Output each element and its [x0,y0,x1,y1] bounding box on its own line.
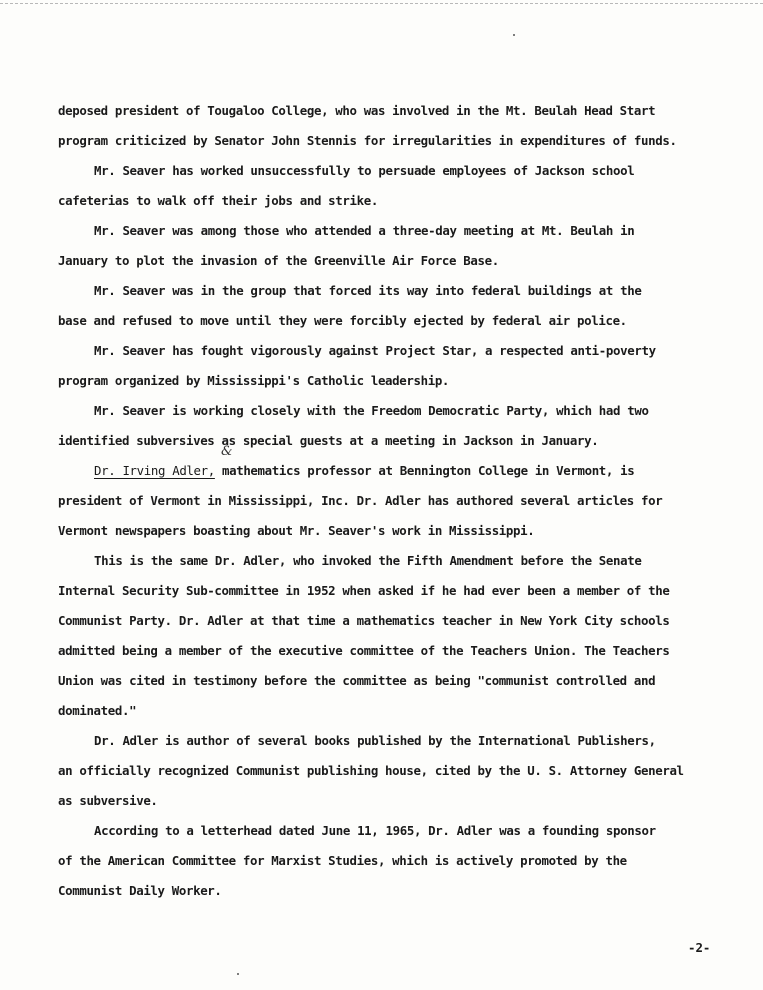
line-text: Dr. Adler is author of several books published by the International Publishers, [94,733,656,748]
line-text: program organized by Mississippi's Catholic leadership. [58,373,450,388]
line-text: an officially recognized Communist publishing house, cited by the U. S. Attorney General [58,763,684,778]
line-text: Vermont newspapers boasting about Mr. Seaver's work in Mississippi. [58,523,535,538]
line-text: Communist Daily Worker. [58,883,222,898]
text-line [58,846,728,876]
line-text: January to plot the invasion of the Greenville Air Force Base. [58,253,499,268]
text-line [58,876,728,906]
document-body [58,96,728,906]
text-line [58,426,728,456]
line-text: Mr. Seaver was among those who attended a three-day meeting at Mt. Beulah in [94,223,635,238]
scan-speck [513,34,515,36]
text-line [58,726,728,756]
line-text: base and refused to move until they were forcibly ejected by federal air police. [58,313,627,328]
line-text: Mr. Seaver is working closely with the Freedom Democratic Party, which had two [94,403,649,418]
line-text: Union was cited in testimony before the committee as being "communist controlled and [58,673,656,688]
text-line [58,306,728,336]
text-line [58,516,728,546]
text-line [58,216,728,246]
text-line [58,396,728,426]
text-line [58,456,728,486]
line-text: mathematics professor at Bennington College in Vermont, is [214,463,635,478]
text-line [58,756,728,786]
line-text: dominated." [58,703,137,718]
text-line [58,816,728,846]
line-text: admitted being a member of the executive committee of the Teachers Union. The Teachers [58,643,670,658]
handwritten-ampersand: & [221,444,233,459]
text-line [58,606,728,636]
line-text: Internal Security Sub-committee in 1952 when asked if he had ever been a member of the [58,583,670,598]
text-line [58,546,728,576]
text-line [58,156,728,186]
text-line [58,366,728,396]
line-text: This is the same Dr. Adler, who invoked the Fifth Amendment before the Senate [94,553,642,568]
text-line [58,576,728,606]
underlined-name: Dr. Irving Adler, [94,463,215,478]
line-text: cafeterias to walk off their jobs and strike. [58,193,378,208]
text-line [58,336,728,366]
text-line [58,666,728,696]
scan-speck [237,973,239,975]
page-number: -2- [688,940,711,955]
text-line [58,696,728,726]
line-text: program criticized by Senator John Stennis for irregularities in expenditures of funds. [58,133,677,148]
line-text: of the American Committee for Marxist Studies, which is actively promoted by the [58,853,627,868]
text-line [58,276,728,306]
text-line [58,96,728,126]
text-line [58,486,728,516]
line-text: Mr. Seaver was in the group that forced its way into federal buildings at the [94,283,642,298]
line-text: identified subversives as special guests at a meeting in Jackson in January. [58,433,599,448]
line-text: Communist Party. Dr. Adler at that time a mathematics teacher in New York City schools [58,613,670,628]
line-text: president of Vermont in Mississippi, Inc. Dr. Adler has authored several articles for [58,493,663,508]
text-line [58,636,728,666]
top-perforation-rule [0,3,763,4]
line-text: According to a letterhead dated June 11, 1965, Dr. Adler was a founding sponsor [94,823,656,838]
line-text: deposed president of Tougaloo College, who was involved in the Mt. Beulah Head Start [58,103,656,118]
text-line [58,186,728,216]
text-line [58,126,728,156]
line-text: Mr. Seaver has fought vigorously against Project Star, a respected anti-poverty [94,343,656,358]
line-text: as subversive. [58,793,158,808]
text-line [58,246,728,276]
text-line [58,786,728,816]
line-text: Mr. Seaver has worked unsuccessfully to persuade employees of Jackson school [94,163,635,178]
